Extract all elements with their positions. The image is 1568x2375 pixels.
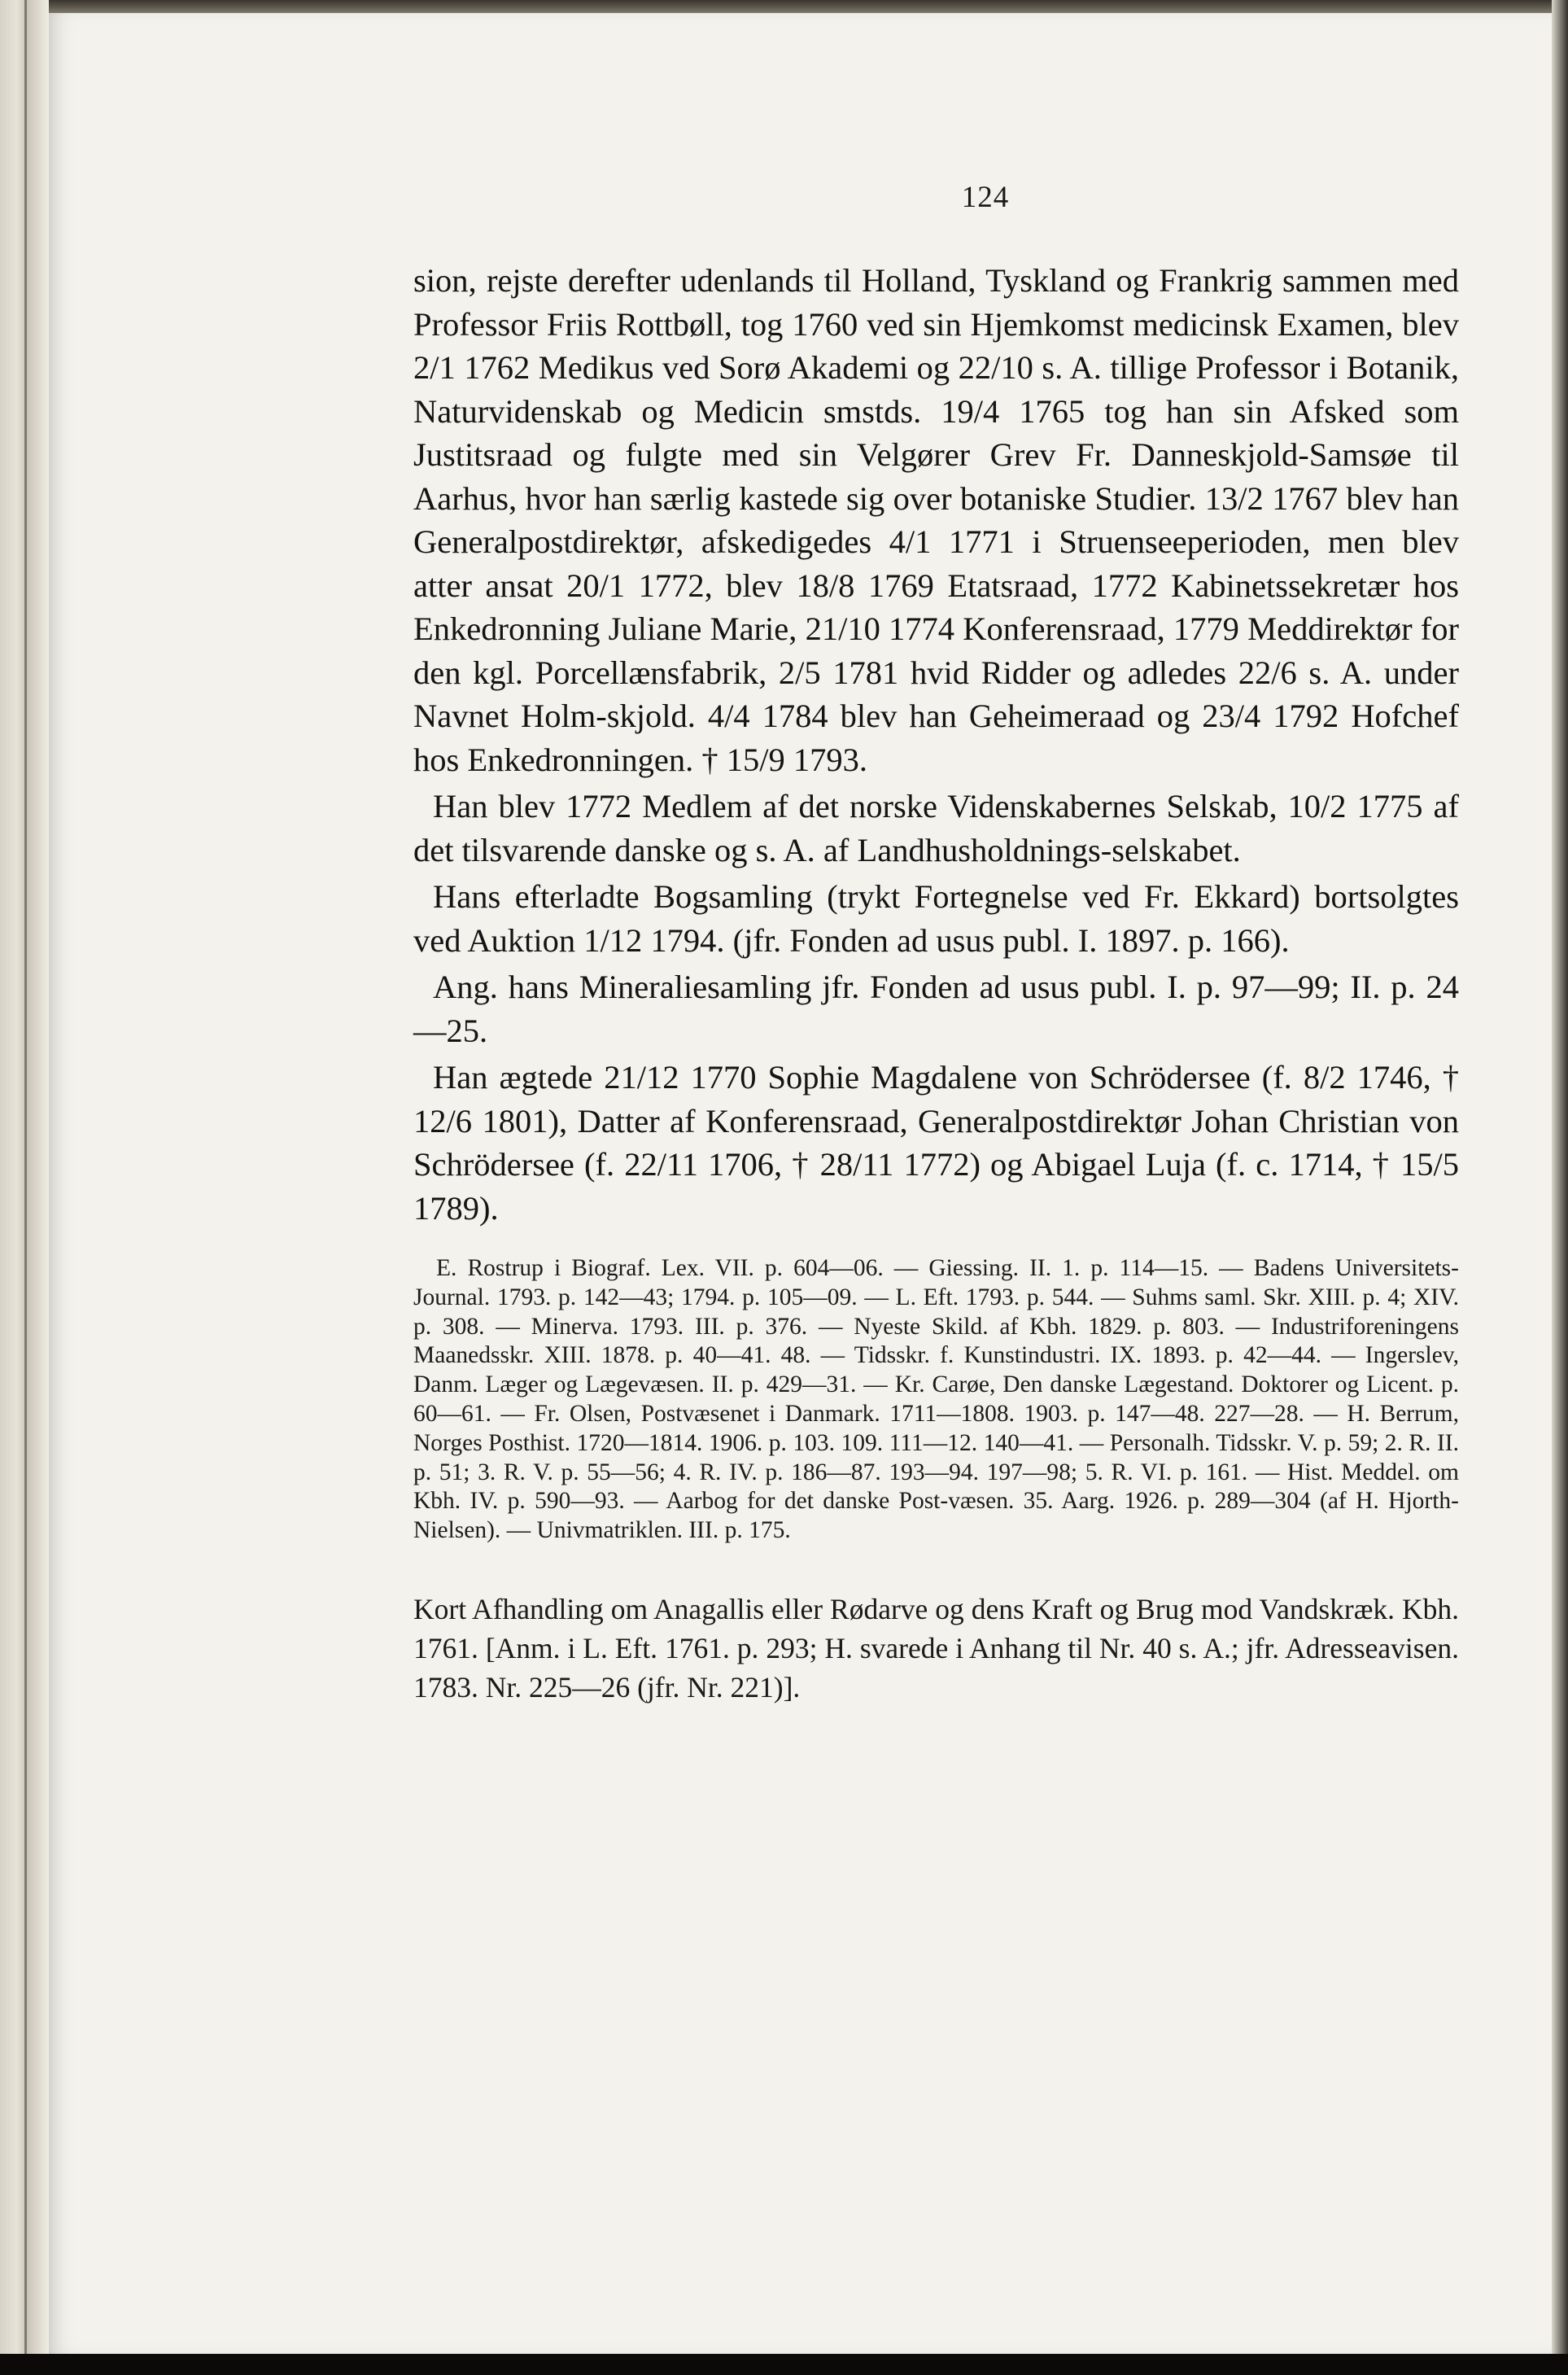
references-text: E. Rostrup i Biograf. Lex. VII. p. 604—06. — Giessing. II. 1. p. 114—15. — Badens Universitets-Journal. 1793. p. 142—43; 1794. p. 105—09. — L. Eft. 1793. p. 544. — Suhms saml. Skr. XIII. p. 4; XIV. p. 308. — Minerva. 1793. III. p. 376. — Nyeste Skild. af Kbh. 1829. p. 803. — Industriforeningens Maanedsskr. XIII. 1878. p. 40—41. 48. — Tidsskr. f. Kunstindustri. IX. 1893. p. 42—44. — Ingerslev, Danm. Læger og Lægevæsen. II. p. 429—31. — Kr. Carøe, Den danske Lægestand. Doktorer og Licent. p. 60—61. — Fr. Olsen, Postvæsenet i Danmark. 1711—1808. 1903. p. 147—48. 227—28. — H. Berrum, Norges Posthist. 1720—1814. 1906. p. 103. 109. 111—12. 140—41. — Personalh. Tidsskr. V. p. 59; 2. R. II. p. 51; 3. R. V. p. 55—56; 4. R. IV. p. 186—87. 193—94. 197—98; 5. R. VI. p. 161. — Hist. Meddel. om Kbh. IV. p. 590—93. — Aarbog for det danske Post-væsen. 35. Aarg. 1926. p. 289—304 (af H. Hjorth-Nielsen). — Univmatriklen. III. p. 175. — [413, 1255, 1459, 1544]
page-text-block — [413, 259, 1459, 1707]
body-paragraph: sion, rejste derefter udenlands til Holland, Tyskland og Frankrig sammen med Professor Friis Rottbøll, tog 1760 ved sin Hjemkomst medicinsk Examen, blev 2/1 1762 Medikus ved Sorø Akademi og 22/10 s. A. tillige Professor i Botanik, Naturvidenskab og Medicin smstds. 19/4 1765 tog han sin Afsked som Justitsraad og fulgte med sin Velgører Grev Fr. Danneskjold-Samsøe til Aarhus, hvor han særlig kastede sig over botaniske Studier. 13/2 1767 blev han Generalpostdirektør, afskedigedes 4/1 1771 i Struenseeperioden, men blev atter ansat 20/1 1772, blev 18/8 1769 Etatsraad, 1772 Kabinetssekretær hos Enkedronning Juliane Marie, 21/10 1774 Konferensraad, 1779 Meddirektør for den kgl. Porcellænsfabrik, 2/5 1781 hvid Ridder og adledes 22/6 s. A. under Navnet Holm-skjold. 4/4 1784 blev han Geheimeraad og 23/4 1792 Hofchef hos Enkedronningen. † 15/9 1793. — [413, 262, 1459, 778]
works-section — [413, 1590, 1459, 1707]
work-entry: Kort Afhandling om Anagallis eller Rødarve og dens Kraft og Brug mod Vandskræk. Kbh. 1761. [Anm. i L. Eft. 1761. p. 293; H. svarede i Anhang til Nr. 40 s. A.; jfr. Adresseavisen. 1783. Nr. 225—26 (jfr. Nr. 221)]. — [413, 1592, 1459, 1704]
references-section — [413, 1254, 1459, 1546]
page-number: 124 — [961, 181, 1010, 214]
scan-top-edge — [0, 0, 1568, 13]
scan-bottom-edge — [0, 2354, 1568, 2375]
body-paragraph: Ang. hans Mineraliesamling jfr. Fonden ad usus publ. I. p. 97—99; II. p. 24—25. — [413, 969, 1459, 1049]
body-paragraph: Hans efterladte Bogsamling (trykt Fortegnelse ved Fr. Ekkard) bortsolgtes ved Auktion 1/12 1794. (jfr. Fonden ad usus publ. I. 1897. p. 166). — [413, 878, 1459, 959]
scan-right-edge — [1552, 0, 1568, 2375]
binding-shadow — [24, 0, 27, 2375]
biography-body — [413, 259, 1459, 1230]
body-paragraph: Han ægtede 21/12 1770 Sophie Magdalene von Schrödersee (f. 8/2 1746, † 12/6 1801), Datter af Konferensraad, Generalpostdirektør Johan Christian von Schrödersee (f. 22/11 1706, † 28/11 1772) og Abigael Luja (f. c. 1714, † 15/5 1789). — [413, 1059, 1459, 1227]
body-paragraph: Han blev 1772 Medlem af det norske Videnskabernes Selskab, 10/2 1775 af det tilsvarende danske og s. A. af Landhusholdnings-selskabet. — [413, 788, 1459, 868]
scan-binding-edge — [0, 0, 49, 2375]
